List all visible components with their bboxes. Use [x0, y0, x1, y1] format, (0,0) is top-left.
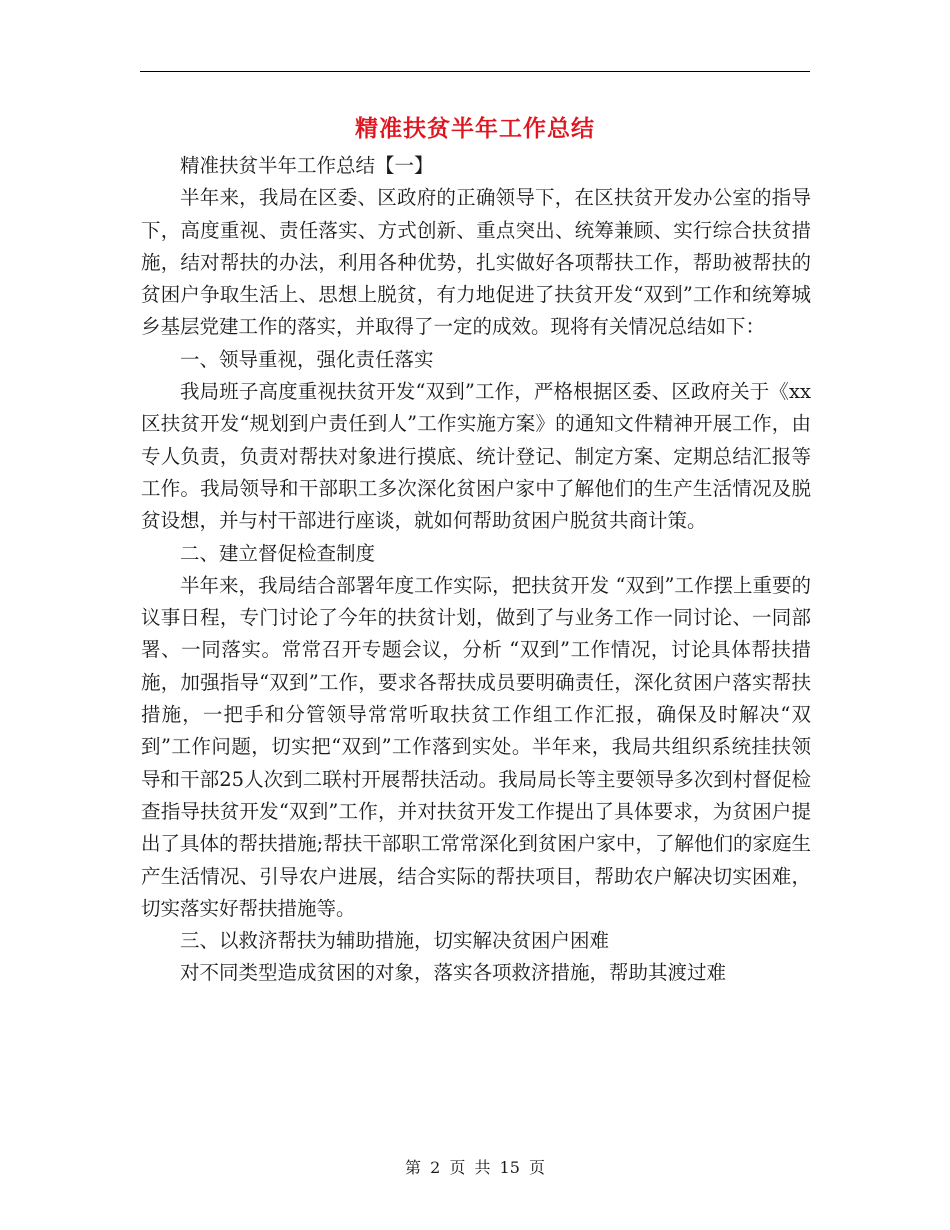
section-heading-1: 一、领导重视，强化责任落实 — [180, 347, 434, 371]
body-paragraph-3: 对不同类型造成贫困的对象，落实各项救济措施，帮助其渡过难 — [180, 961, 727, 985]
section-heading-2: 二、建立督促检查制度 — [180, 541, 376, 565]
section-heading-subtitle: 精准扶贫半年工作总结【一】 — [180, 154, 434, 177]
section-heading-3: 三、以救济帮扶为辅助措施，切实解决贫困户困难 — [180, 929, 610, 953]
body-paragraph-1: 我局班子高度重视扶贫开发“双到”工作，严格根据区委、区政府关于《xx区扶贫开发“规划到户责任到人”工作实施方案》的通知文件精神开展工作，由专人负责，负责对帮扶对象进行摸底、统计登记、制定方案、定期总结汇报等工作。我局领导和干部职工多次深化贫困户家中了解他们的生产生活情况及脱贫设想，并与村干部进行座谈，就如何帮助贫困户脱贫共商计策。 — [141, 380, 811, 533]
body-paragraph-intro: 半年来，我局在区委、区政府的正确领导下，在区扶贫开发办公室的指导下，高度重视、责任落实、方式创新、重点突出、统筹兼顾、实行综合扶贫措施，结对帮扶的办法，利用各种优势，扎实做好各项帮扶工作，帮助被帮扶的贫困户争取生活上、思想上脱贫，有力地促进了扶贫开发“双到”工作和统筹城乡基层党建工作的落实，并取得了一定的成效。现将有关情况总结如下： — [141, 186, 811, 339]
body-paragraph-2: 半年来，我局结合部署年度工作实际，把扶贫开发 “双到”工作摆上重要的议事日程，专门讨论了今年的扶贫计划，做到了与业务工作一同讨论、一同部署、一同落实。常常召开专题会议，分析 “双到”工作情况，讨论具体帮扶措施，加强指导“双到”工作，要求各帮扶成员要明确责任，深化贫困户落实帮扶措施，一把手和分管领导常常听取扶贫工作组工作汇报，确保及时解决“双到”工作问题，切实把“双到”工作落到实处。半年来，我局共组织系统挂扶领导和干部25人次到二联村开展帮扶活动。我局局长等主要领导多次到村督促检查指导扶贫开发“双到”工作，并对扶贫开发工作提出了具体要求，为贫困户提出了具体的帮扶措施;帮扶干部职工常常深化到贫困户家中，了解他们的家庭生产生活情况、引导农户进展，结合实际的帮扶项目，帮助农户解决切实困难，切实落实好帮扶措施等。 — [141, 573, 811, 920]
header-rule — [140, 71, 810, 72]
page-number-footer: 第 2 页 共 15 页 — [405, 1158, 545, 1177]
document-title: 精准扶贫半年工作总结 — [355, 115, 595, 142]
document-body — [141, 150, 811, 990]
